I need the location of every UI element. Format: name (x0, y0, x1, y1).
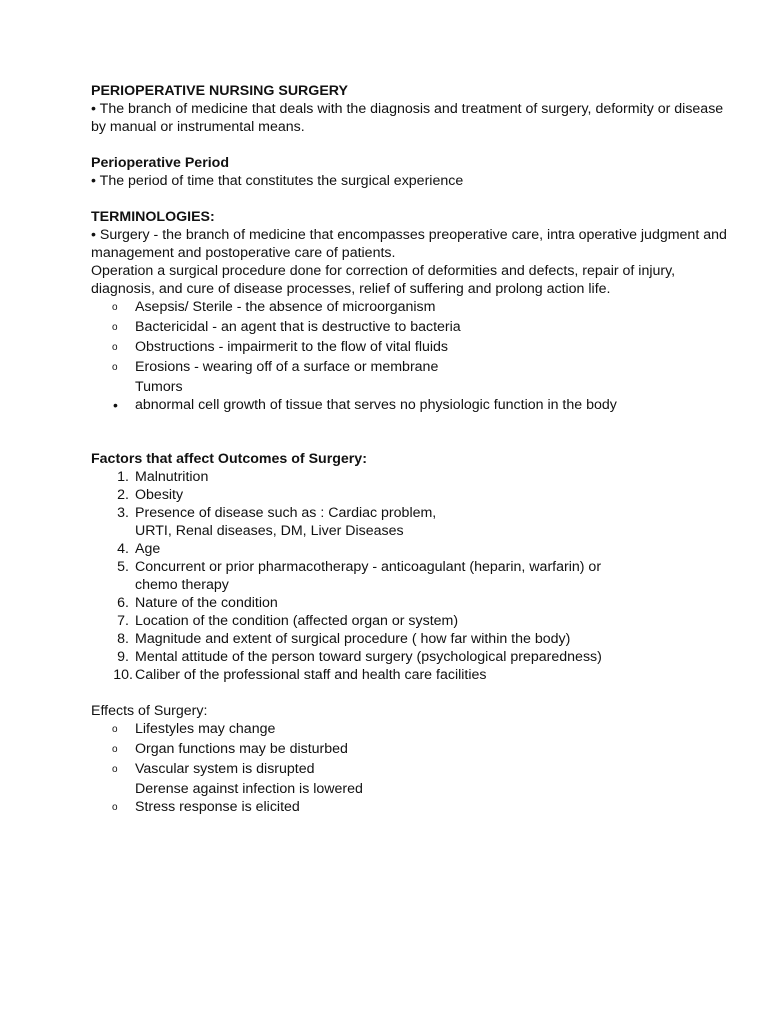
circle-bullet-icon: o (112, 724, 118, 735)
list-item (91, 338, 728, 358)
item-number: 2. (117, 487, 129, 503)
item-number: 5. (117, 559, 129, 575)
effects-heading: Effects of Surgery: (91, 703, 208, 719)
item-number: 8. (117, 631, 129, 647)
list-item (91, 666, 728, 684)
list-item (91, 486, 728, 504)
list-item (91, 396, 728, 414)
item-number: 3. (117, 505, 129, 521)
document-title: PERIOPERATIVE NURSING SURGERY (91, 83, 348, 99)
list-item (91, 504, 728, 522)
list-item (91, 468, 728, 486)
circle-bullet-icon: o (112, 764, 118, 775)
list-item-text: Concurrent or prior pharmacotherapy - anticoagulant (heparin, warfarin) or (135, 559, 602, 575)
list-item (91, 720, 728, 740)
list-item (91, 522, 728, 540)
list-item-text: URTI, Renal diseases, DM, Liver Diseases (135, 523, 404, 539)
list-item-text: Stress response is elicited (135, 799, 300, 815)
item-number: 1. (117, 469, 129, 485)
list-item-text: Erosions - wearing off of a surface or membrane (135, 359, 439, 375)
list-item (91, 648, 728, 666)
list-item (91, 612, 728, 630)
item-number (91, 576, 135, 594)
list-item-text: Lifestyles may change (135, 721, 276, 737)
item-number: 10. (113, 667, 133, 683)
list-item (91, 798, 728, 818)
defense-line: Derense against infection is lowered (135, 781, 363, 797)
surgery-definition: • Surgery - the branch of medicine that encompasses preoperative care, intra operative judgment and management and postoperative care of patients. (91, 227, 727, 261)
period-heading: Perioperative Period (91, 155, 229, 171)
list-item-text: Obstructions - impairmerit to the flow of vital fluids (135, 339, 449, 355)
period-text: • The period of time that constitutes the surgical experience (91, 173, 464, 189)
list-item (91, 540, 728, 558)
list-item (91, 760, 728, 780)
circle-bullet-icon: o (112, 322, 118, 333)
list-item (91, 358, 728, 378)
item-number: 6. (117, 595, 129, 611)
list-item-text: chemo therapy (135, 577, 229, 593)
list-item (91, 594, 728, 612)
list-item-text: Malnutrition (135, 469, 209, 485)
list-item-text: Obesity (135, 487, 184, 503)
circle-bullet-icon: o (112, 362, 118, 373)
circle-bullet-icon: o (112, 342, 118, 353)
terminologies-heading: TERMINOLOGIES: (91, 209, 215, 225)
list-item-text: Organ functions may be disturbed (135, 741, 348, 757)
list-item (91, 630, 728, 648)
dot-bullet-icon: • (113, 397, 118, 413)
tumors-description: abnormal cell growth of tissue that serves no physiologic function in the body (135, 397, 617, 413)
factors-heading: Factors that affect Outcomes of Surgery: (91, 451, 367, 467)
item-number: 9. (117, 649, 129, 665)
list-item (91, 298, 728, 318)
terminology-list (91, 298, 728, 414)
circle-bullet-icon: o (112, 802, 118, 813)
list-item-text: Location of the condition (affected organ or system) (135, 613, 459, 629)
effects-list (91, 720, 728, 818)
operation-definition: Operation a surgical procedure done for correction of deformities and defects, repair of injury, diagnosis, and cure of disease processes, relief of suffering and prolong action life. (91, 263, 676, 297)
item-number (91, 522, 135, 540)
list-item (91, 576, 728, 594)
circle-bullet-icon: o (112, 744, 118, 755)
list-item-text: Magnitude and extent of surgical procedure ( how far within the body) (135, 631, 571, 647)
list-item-text: Age (135, 541, 161, 557)
list-item-text: Caliber of the professional staff and health care facilities (135, 667, 487, 683)
list-item-text: Vascular system is disrupted (135, 761, 315, 777)
list-item (91, 558, 728, 576)
intro-definition: • The branch of medicine that deals with the diagnosis and treatment of surgery, deformity or disease by manual or instrumental means. (91, 101, 724, 135)
list-item-text: Bactericidal - an agent that is destructive to bacteria (135, 319, 461, 335)
list-item-text: Nature of the condition (135, 595, 278, 611)
list-item (91, 740, 728, 760)
list-item-text: Asepsis/ Sterile - the absence of microorganism (135, 299, 436, 315)
circle-bullet-icon: o (112, 302, 118, 313)
list-item-text: Presence of disease such as : Cardiac problem, (135, 505, 437, 521)
tumors-label: Tumors (135, 379, 183, 395)
list-item-text: Mental attitude of the person toward surgery (psychological preparedness) (135, 649, 602, 665)
item-number: 4. (117, 541, 129, 557)
item-number: 7. (117, 613, 129, 629)
factors-list (91, 468, 728, 684)
list-item (91, 318, 728, 338)
